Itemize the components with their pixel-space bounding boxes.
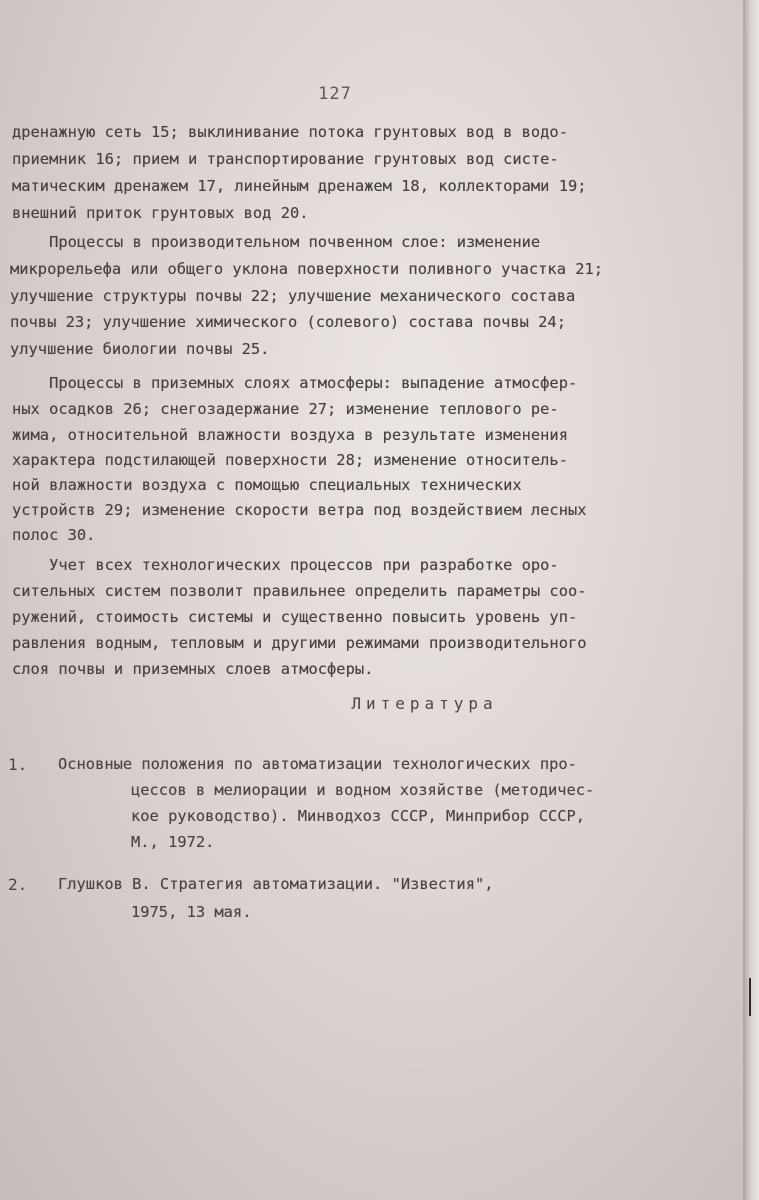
margin-mark bbox=[749, 978, 751, 1016]
reference-number: 1. bbox=[8, 755, 28, 774]
reference-line: Основные положения по автоматизации технологических про- bbox=[58, 755, 577, 773]
body-line: ных осадков 26; снегозадержание 27; изменение теплового ре- bbox=[12, 400, 559, 418]
body-line: Процессы в приземных слоях атмосферы: выпадение атмосфер- bbox=[12, 374, 578, 392]
body-line: ружений, стоимость системы и существенно повысить уровень уп- bbox=[12, 608, 578, 626]
reference-line: М., 1972. bbox=[131, 833, 215, 851]
body-line: почвы 23; улучшение химического (солевого) состава почвы 24; bbox=[10, 313, 566, 331]
body-line: жима, относительной влажности воздуха в результате изменения bbox=[12, 426, 568, 444]
reference-line: цессов в мелиорации и водном хозяйстве (методичес- bbox=[131, 781, 595, 799]
body-line: характера подстилающей поверхности 28; изменение относитель- bbox=[12, 451, 568, 469]
body-line: полос 30. bbox=[12, 526, 96, 544]
body-line: дренажную сеть 15; выклинивание потока грунтовых вод в водо- bbox=[12, 123, 568, 141]
body-line: улучшение структуры почвы 22; улучшение механического состава bbox=[10, 287, 576, 305]
reference-line: 1975, 13 мая. bbox=[131, 903, 252, 921]
adjacent-page-edge bbox=[745, 0, 759, 1200]
body-line: сительных систем позволит правильнее определить параметры соо- bbox=[12, 582, 587, 600]
body-line: внешний приток грунтовых вод 20. bbox=[12, 204, 309, 222]
body-line: Процессы в производительном почвенном слое: изменение bbox=[12, 233, 541, 251]
body-line: ной влажности воздуха с помощью специальных технических bbox=[12, 476, 522, 494]
body-line: Учет всех технологических процессов при разработке оро- bbox=[12, 556, 559, 574]
body-line: матическим дренажем 17, линейным дренажем 18, коллекторами 19; bbox=[12, 177, 587, 195]
reference-line: кое руководство). Минводхоз СССР, Минприбор СССР, bbox=[131, 807, 586, 825]
body-line: равления водным, тепловым и другими режимами производительного bbox=[12, 634, 587, 652]
body-line: приемник 16; прием и транспортирование грунтовых вод систе- bbox=[12, 150, 559, 168]
body-line: устройств 29; изменение скорости ветра под воздействием лесных bbox=[12, 501, 587, 519]
body-line: микрорельефа или общего уклона поверхности поливного участка 21; bbox=[10, 260, 604, 278]
reference-line: Глушков В. Стратегия автоматизации. "Известия", bbox=[58, 875, 494, 893]
page-number: 127 bbox=[318, 84, 352, 104]
reference-number: 2. bbox=[8, 875, 28, 894]
references-heading: Литература bbox=[351, 694, 498, 713]
body-line: слоя почвы и приземных слоев атмосферы. bbox=[12, 660, 374, 678]
body-line: улучшение биологии почвы 25. bbox=[10, 340, 270, 358]
